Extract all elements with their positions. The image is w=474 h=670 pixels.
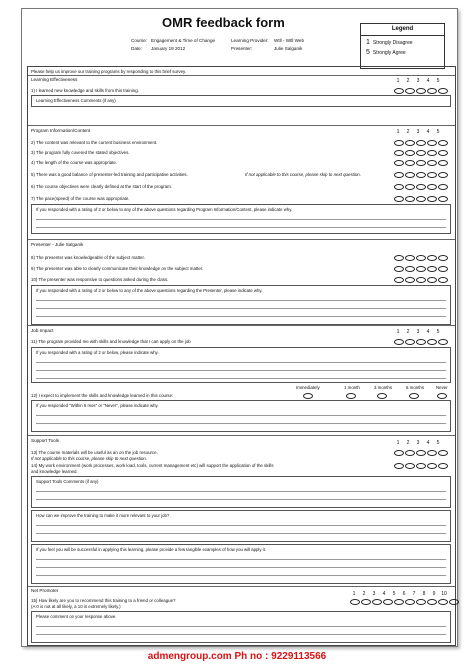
timing-1-month: 1 month <box>344 385 360 390</box>
writing-line <box>36 217 446 220</box>
comment-prompt: Please comment on your response above. <box>36 614 117 619</box>
legend-row-1 <box>361 39 444 46</box>
question-6: 6) The course objectives were clearly defined at the start of the program. <box>31 184 172 189</box>
intro-text: Please help us improve our training programs by responding to this brief survey. <box>31 69 187 74</box>
scale-num: 5 <box>436 440 440 446</box>
comment-prompt: If you feel you will be successful in applying this learning, please provide a few tangible examples of how you will apply it. <box>36 547 267 552</box>
date-label: Date: <box>131 46 142 51</box>
divider <box>28 125 455 126</box>
timing-6-months: 6 months <box>406 385 425 390</box>
writing-line <box>36 360 446 363</box>
bubble-3[interactable] <box>416 150 426 156</box>
bubble-4[interactable] <box>427 184 437 190</box>
bubble-4[interactable] <box>427 450 437 456</box>
timing-never: Never <box>436 385 448 390</box>
bubble-5[interactable] <box>438 150 448 156</box>
bubble-row-q7[interactable] <box>394 196 448 202</box>
bubble-6-months[interactable] <box>409 393 419 399</box>
bubble-4[interactable] <box>427 150 437 156</box>
bubble-1[interactable] <box>394 277 404 283</box>
bubble-5[interactable] <box>438 184 448 190</box>
bubble-3[interactable] <box>416 339 426 345</box>
writing-line <box>36 306 446 309</box>
divider <box>28 586 455 587</box>
bubble-3[interactable] <box>416 255 426 261</box>
legend-text-1: Strongly Disagree <box>372 40 413 46</box>
bubble-row-q8[interactable] <box>394 255 448 261</box>
comment-prompt: Learning Effectiveness Comments (if any) <box>36 98 116 103</box>
bubble-2[interactable] <box>405 88 415 94</box>
bubble-row-q1[interactable] <box>394 88 448 94</box>
bubble-1-month[interactable] <box>346 393 356 399</box>
course-label: Course: <box>131 38 148 43</box>
writing-line <box>36 413 446 416</box>
bubble-2[interactable] <box>405 266 415 272</box>
writing-line <box>36 624 446 627</box>
writing-line <box>36 368 446 371</box>
bubble-2[interactable] <box>405 463 415 469</box>
bubble-10[interactable] <box>449 599 459 605</box>
bubble-3[interactable] <box>372 599 382 605</box>
question-15: 15) How likely are you to recommend this training to a friend or colleague? <box>31 598 176 603</box>
question-2: 2) The content was relevant to the current business environment. <box>31 140 158 145</box>
bubble-row-q9[interactable] <box>394 266 448 272</box>
bubble-2[interactable] <box>361 599 371 605</box>
question-15-cont: (A 0 is not at all likely, a 10 is extremely likely.) <box>31 604 121 609</box>
bubble-5[interactable] <box>438 266 448 272</box>
question-8: 8) The presenter was knowledgeable of the subject matter. <box>31 255 145 260</box>
bubble-1[interactable] <box>394 450 404 456</box>
bubble-1[interactable] <box>394 160 404 166</box>
bubble-5[interactable] <box>438 172 448 178</box>
scale-num: 9 <box>432 591 436 597</box>
scale-header-1 <box>393 78 443 84</box>
comment-prompt: How can we improve the training to make it more relevant to your job? <box>36 513 170 518</box>
question-11: 11) The program provided me with skills and knowledge that I can apply on the job <box>31 339 191 344</box>
bubble-2[interactable] <box>405 150 415 156</box>
bubble-1[interactable] <box>394 88 404 94</box>
scale-num: 1 <box>396 440 400 446</box>
bubble-3[interactable] <box>416 463 426 469</box>
scale-num: 2 <box>362 591 366 597</box>
writing-line <box>36 421 446 424</box>
bubble-1[interactable] <box>394 196 404 202</box>
divider <box>28 239 455 240</box>
scale-num: 4 <box>426 329 430 335</box>
bubble-4[interactable] <box>427 255 437 261</box>
divider <box>28 325 455 326</box>
question-4: 4) The length of the course was appropriate. <box>31 160 118 165</box>
question-5: 5) There was a good balance of presenter-led training and participative activities. <box>31 172 188 177</box>
comment-box-improve[interactable] <box>31 510 451 542</box>
question-10: 10) The presenter was responsive to questions asked during the class. <box>31 277 169 282</box>
scale-num: 3 <box>372 591 376 597</box>
bubble-5[interactable] <box>394 599 404 605</box>
bubble-3[interactable] <box>416 140 426 146</box>
comment-box-presenter[interactable] <box>31 285 451 325</box>
scale-num: 7 <box>412 591 416 597</box>
bubble-5[interactable] <box>438 196 448 202</box>
legend-num-1: 1 <box>366 39 370 46</box>
bubble-5[interactable] <box>438 463 448 469</box>
bubble-row-q6[interactable] <box>394 184 448 190</box>
bubble-row-q14[interactable] <box>394 463 448 469</box>
writing-line <box>36 314 446 317</box>
writing-line <box>36 497 446 500</box>
bubble-2[interactable] <box>405 450 415 456</box>
question-14-cont: and knowledge learned. <box>31 469 78 474</box>
question-13: 13) The course materials will be useful as an on the job resource. <box>31 450 158 455</box>
form-page <box>21 8 458 647</box>
bubble-4[interactable] <box>427 277 437 283</box>
survey-body <box>27 66 456 646</box>
footer-contact: admengroup.com Ph no : 9229113566 <box>147 651 327 662</box>
bubble-4[interactable] <box>427 140 437 146</box>
question-1: 1) I learned new knowledge and skills from this training. <box>31 88 139 93</box>
scale-num: 6 <box>402 591 406 597</box>
bubble-5[interactable] <box>438 277 448 283</box>
scale-header-5 <box>393 440 443 446</box>
scale-num: 3 <box>416 78 420 84</box>
writing-line <box>36 565 446 568</box>
bubble-2[interactable] <box>405 140 415 146</box>
bubble-4[interactable] <box>383 599 393 605</box>
bubble-4[interactable] <box>427 463 437 469</box>
timing-3-months: 3 months <box>374 385 393 390</box>
bubble-2[interactable] <box>405 277 415 283</box>
scale-num: 3 <box>416 329 420 335</box>
bubble-row-q11[interactable] <box>394 339 448 345</box>
scale-num: 2 <box>406 440 410 446</box>
bubble-row-q15[interactable] <box>350 599 459 605</box>
bubble-row-q2[interactable] <box>394 140 448 146</box>
course-value: Engagement & Time of Change <box>151 38 216 43</box>
bubble-5[interactable] <box>438 160 448 166</box>
section-presenter: Presenter - Julie Salganik <box>31 242 84 247</box>
scale-num: 3 <box>416 129 420 135</box>
bubble-1[interactable] <box>350 599 360 605</box>
section-program-content: Program Information/Content <box>31 128 91 133</box>
presenter-label: Presenter: <box>231 46 253 51</box>
bubble-row-q13[interactable] <box>394 450 448 456</box>
writing-line <box>36 531 446 534</box>
bubble-5[interactable] <box>438 339 448 345</box>
writing-line <box>36 573 446 576</box>
bubble-1[interactable] <box>394 266 404 272</box>
question-9: 9) The presenter was able to clearly communicate their knowledge on the subject matter. <box>31 266 204 271</box>
writing-line <box>36 298 446 301</box>
comment-box-program[interactable] <box>31 204 451 234</box>
bubble-9[interactable] <box>438 599 448 605</box>
provider-label: Learning Provider: <box>231 38 269 43</box>
form-title: OMR feedback form <box>162 15 285 30</box>
writing-line <box>36 523 446 526</box>
question-14: 14) My work environment (work processes, work load, tools, current management etc) will support the application of the skills <box>31 463 274 468</box>
writing-line <box>36 632 446 635</box>
comment-box-net-promoter[interactable] <box>31 611 451 643</box>
scale-num: 4 <box>426 129 430 135</box>
bubble-2[interactable] <box>405 172 415 178</box>
question-12: 12) I expect to implement the skills and knowledge learned in this course: <box>31 393 174 398</box>
section-job-impact: Job Impact <box>31 328 54 333</box>
bubble-6[interactable] <box>405 599 415 605</box>
bubble-3[interactable] <box>416 88 426 94</box>
question-3: 3) The program fully covered the stated objectives. <box>31 150 130 155</box>
bubble-3[interactable] <box>416 160 426 166</box>
bubble-1[interactable] <box>394 255 404 261</box>
legend-num-5: 5 <box>366 49 370 56</box>
scale-header-2 <box>393 129 443 135</box>
scale-num: 2 <box>406 78 410 84</box>
bubble-4[interactable] <box>427 88 437 94</box>
comment-box-support-tools[interactable] <box>31 476 451 508</box>
bubble-never[interactable] <box>437 393 447 399</box>
bubble-3[interactable] <box>416 450 426 456</box>
bubble-1[interactable] <box>394 463 404 469</box>
provider-value: Wtll - Wtll Web <box>274 38 305 43</box>
bubble-3[interactable] <box>416 172 426 178</box>
section-net-promoter: Net Promoter <box>31 588 59 593</box>
bubble-7[interactable] <box>416 599 426 605</box>
bubble-2[interactable] <box>405 255 415 261</box>
question-5-note: If not applicable to this course, please skip to next question. <box>245 172 361 177</box>
scale-num: 1 <box>396 329 400 335</box>
bubble-2[interactable] <box>405 160 415 166</box>
bubble-1[interactable] <box>394 184 404 190</box>
bubble-4[interactable] <box>427 266 437 272</box>
comment-prompt: If you responded "Within 6 mos" or "Never", please indicate why. <box>36 403 159 408</box>
bubble-8[interactable] <box>427 599 437 605</box>
scale-num: 10 <box>441 591 447 597</box>
writing-line <box>36 489 446 492</box>
scale-num: 4 <box>426 440 430 446</box>
scale-num: 1 <box>396 129 400 135</box>
bubble-5[interactable] <box>438 140 448 146</box>
bubble-1[interactable] <box>394 172 404 178</box>
comment-prompt: If you responded with a rating of 2 or below to any of the above questions regarding the Presenter, please indicate why. <box>36 288 263 293</box>
scale-num: 1 <box>352 591 356 597</box>
bubble-row-q5[interactable] <box>394 172 448 178</box>
comment-box-apply[interactable] <box>31 544 451 584</box>
timing-immediately: Immediately <box>296 385 320 390</box>
scale-num: 5 <box>392 591 396 597</box>
writing-line <box>36 557 446 560</box>
scale-header-10 <box>349 591 449 597</box>
bubble-3[interactable] <box>416 196 426 202</box>
scale-num: 8 <box>422 591 426 597</box>
scale-num: 5 <box>436 329 440 335</box>
section-learning-effectiveness: Learning Effectiveness <box>31 77 78 82</box>
bubble-5[interactable] <box>438 255 448 261</box>
comment-prompt: Support Tools Comments (if any) <box>36 479 99 484</box>
bubble-2[interactable] <box>405 339 415 345</box>
bubble-3[interactable] <box>416 266 426 272</box>
bubble-row-q3[interactable] <box>394 150 448 156</box>
comment-box-job-impact[interactable] <box>31 347 451 383</box>
bubble-3[interactable] <box>416 184 426 190</box>
bubble-row-q10[interactable] <box>394 277 448 283</box>
scale-num: 4 <box>426 78 430 84</box>
scale-num: 5 <box>436 129 440 135</box>
scale-num: 5 <box>436 78 440 84</box>
comment-prompt: If you responded with a rating of 2 or below to any of the above questions regarding Program Information/Content, please indicate why. <box>36 207 293 212</box>
bubble-4[interactable] <box>427 172 437 178</box>
question-13-note: If not applicable to this course, please skip to next question. <box>31 456 147 461</box>
bubble-5[interactable] <box>438 450 448 456</box>
bubble-4[interactable] <box>427 196 437 202</box>
bubble-2[interactable] <box>405 184 415 190</box>
bubble-row-q4[interactable] <box>394 160 448 166</box>
scale-num: 1 <box>396 78 400 84</box>
scale-header-4 <box>393 329 443 335</box>
bubble-3[interactable] <box>416 277 426 283</box>
bubble-1[interactable] <box>394 140 404 146</box>
scale-num: 2 <box>406 329 410 335</box>
legend-text-5: Strongly Agree <box>372 50 406 56</box>
comment-box-learning[interactable] <box>31 95 451 107</box>
legend-row-5 <box>361 49 444 56</box>
writing-line <box>36 225 446 228</box>
divider <box>28 435 455 436</box>
divider <box>28 75 455 76</box>
bubble-1[interactable] <box>394 339 404 345</box>
bubble-3-months[interactable] <box>377 393 387 399</box>
bubble-2[interactable] <box>405 196 415 202</box>
comment-prompt: If you responded with a rating of 2 or below, please indicate why. <box>36 350 159 355</box>
bubble-5[interactable] <box>438 88 448 94</box>
question-7: 7) The pace(speed) of the course was appropriate. <box>31 196 130 201</box>
date-value: January 19 2012 <box>151 46 186 51</box>
legend-title: Legend <box>361 24 444 36</box>
presenter-value: Julie Salganik <box>274 46 303 51</box>
bubble-4[interactable] <box>427 339 437 345</box>
writing-line <box>36 376 446 379</box>
section-support-tools: Support Tools <box>31 438 60 443</box>
comment-box-timing[interactable] <box>31 400 451 432</box>
legend-box <box>360 23 445 69</box>
bubble-4[interactable] <box>427 160 437 166</box>
bubble-1[interactable] <box>394 150 404 156</box>
bubble-immediately[interactable] <box>303 393 313 399</box>
scale-num: 3 <box>416 440 420 446</box>
scale-num: 4 <box>382 591 386 597</box>
scale-num: 2 <box>406 129 410 135</box>
